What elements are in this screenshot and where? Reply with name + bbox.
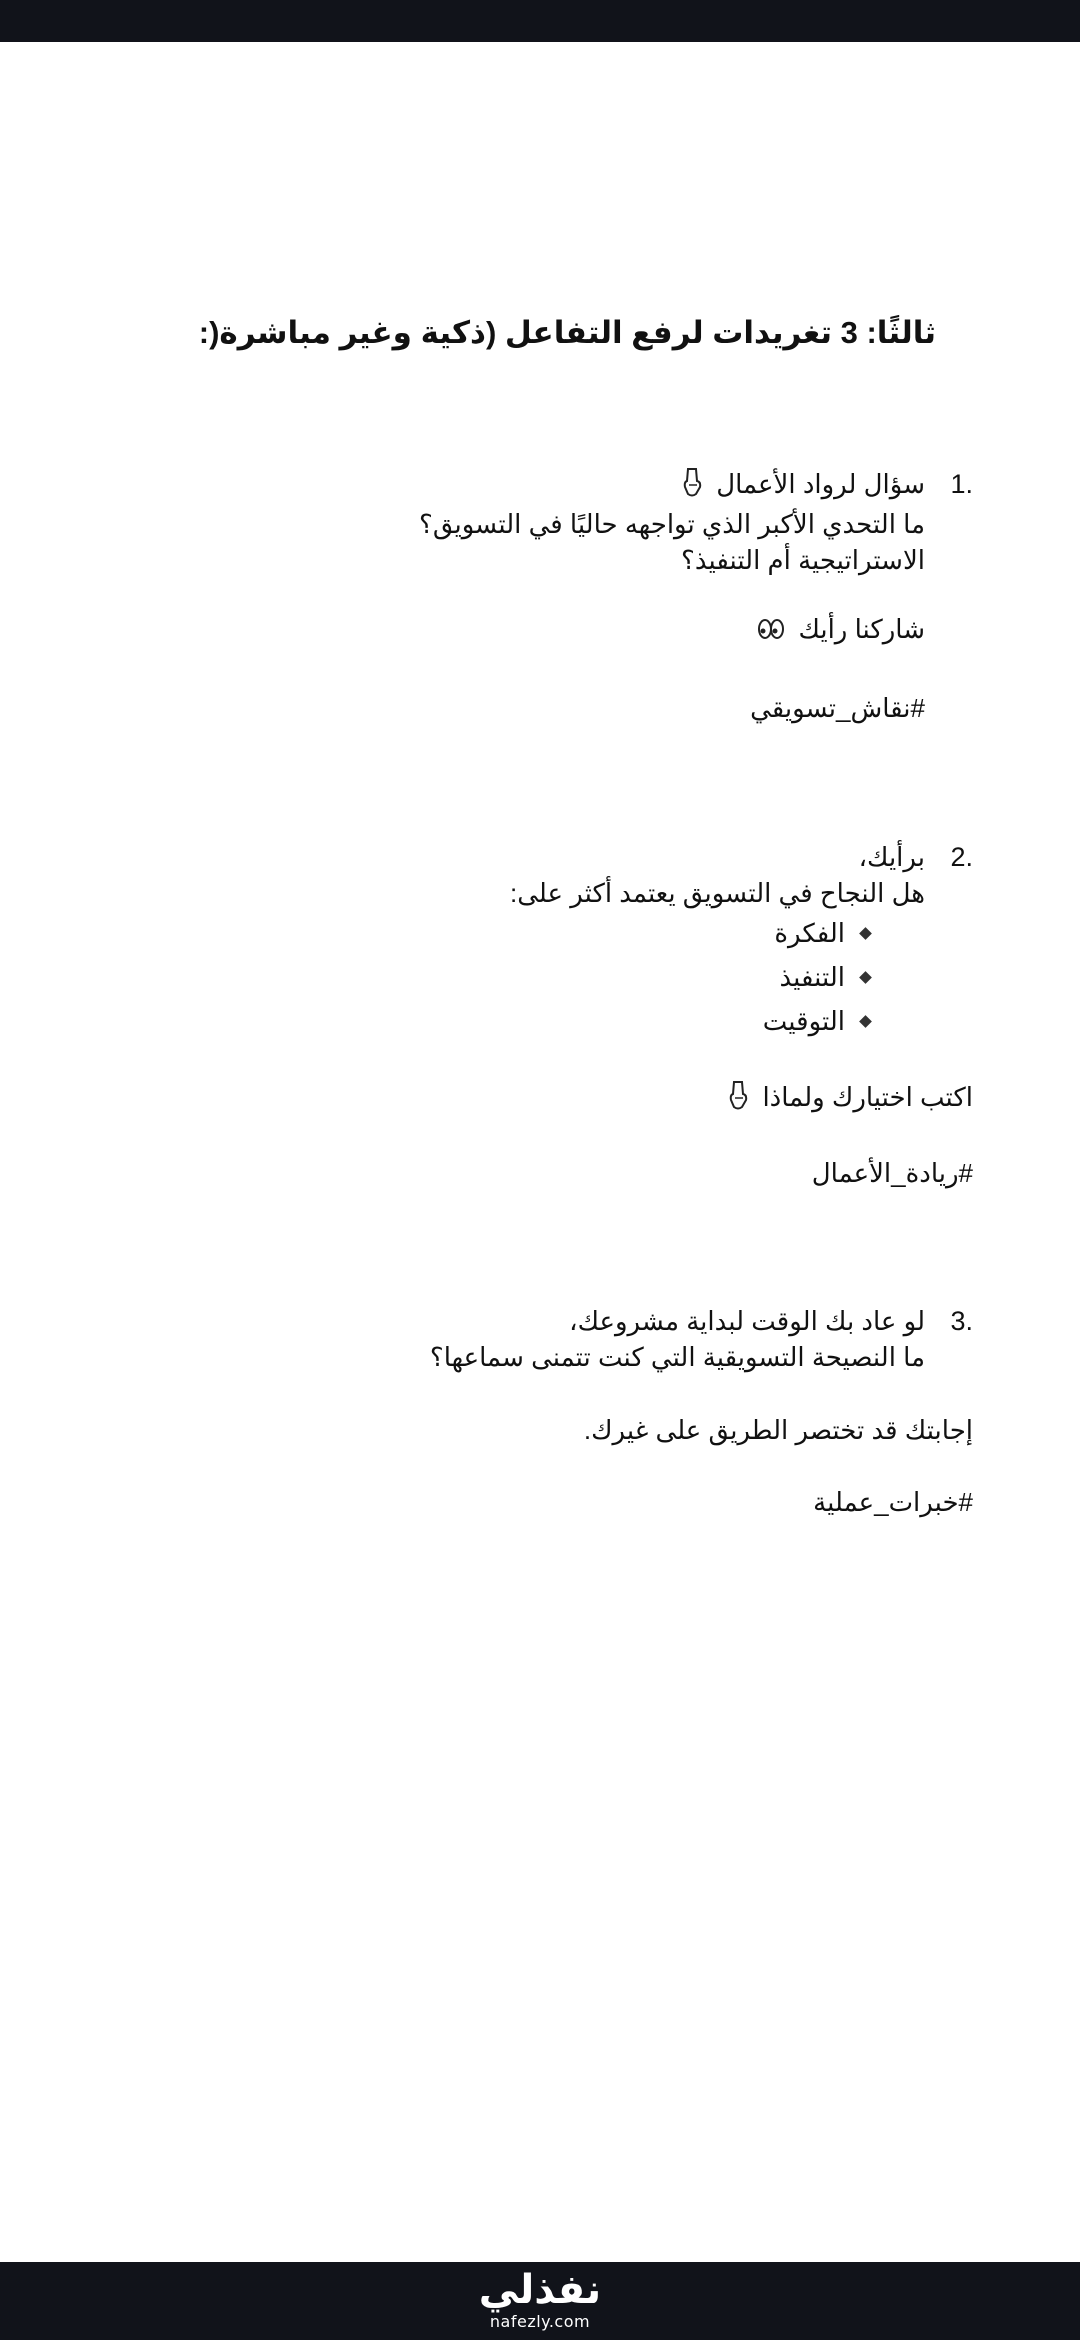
item-line: ما النصيحة التسويقية التي كنت تتمنى سماعها؟ [429, 1342, 925, 1372]
footer-bar [0, 2262, 1080, 2340]
diamond-bullet-icon [859, 1015, 872, 1028]
item-line: برأيك، [858, 842, 925, 872]
tweet-item-3 [429, 1303, 973, 1375]
item-number: 1. [950, 469, 973, 499]
pointing-down-hand-icon [727, 1080, 749, 1119]
options-list [763, 911, 870, 1043]
item-2-hashtag: #ريادة_الأعمال [811, 1158, 973, 1188]
item-1-cta: شاركنا رأيك [751, 611, 925, 649]
item-1-hashtag: #نقاش_تسويقي [750, 693, 925, 723]
item-number: 2. [950, 842, 973, 872]
eyes-icon [757, 613, 785, 649]
site-url[interactable]: nafezly.com [489, 2312, 591, 2331]
item-line: الاستراتيجية أم التنفيذ؟ [681, 544, 925, 575]
section-heading: ثالثًا: 3 تغريدات لرفع التفاعل (ذكية وغير مباشرة(: [198, 315, 936, 350]
tweet-item-2 [510, 839, 973, 911]
tweet-item-1 [419, 466, 973, 578]
item-2-cta: اكتب اختيارك ولماذا [721, 1079, 973, 1119]
item-line: ما التحدي الأكبر الذي تواجهه حاليًا في التسويق؟ [419, 508, 925, 539]
diamond-bullet-icon [859, 927, 872, 940]
diamond-bullet-icon [859, 971, 872, 984]
item-line: سؤال لرواد الأعمال [419, 466, 925, 506]
list-item: الفكرة [763, 911, 870, 955]
item-line: هل النجاح في التسويق يعتمد أكثر على: [510, 878, 925, 908]
status-bar [0, 0, 1080, 42]
item-3-hashtag: #خبرات_عملية [813, 1487, 973, 1517]
item-3-cta: إجابتك قد تختصر الطريق على غيرك. [583, 1415, 973, 1445]
item-number: 3. [950, 1306, 973, 1336]
pointing-down-hand-icon [681, 467, 703, 506]
site-logo[interactable]: نفذلي [478, 2267, 602, 2313]
list-item: التنفيذ [763, 955, 870, 999]
list-item: التوقيت [763, 999, 870, 1043]
item-line: لو عاد بك الوقت لبداية مشروعك، [569, 1306, 925, 1336]
